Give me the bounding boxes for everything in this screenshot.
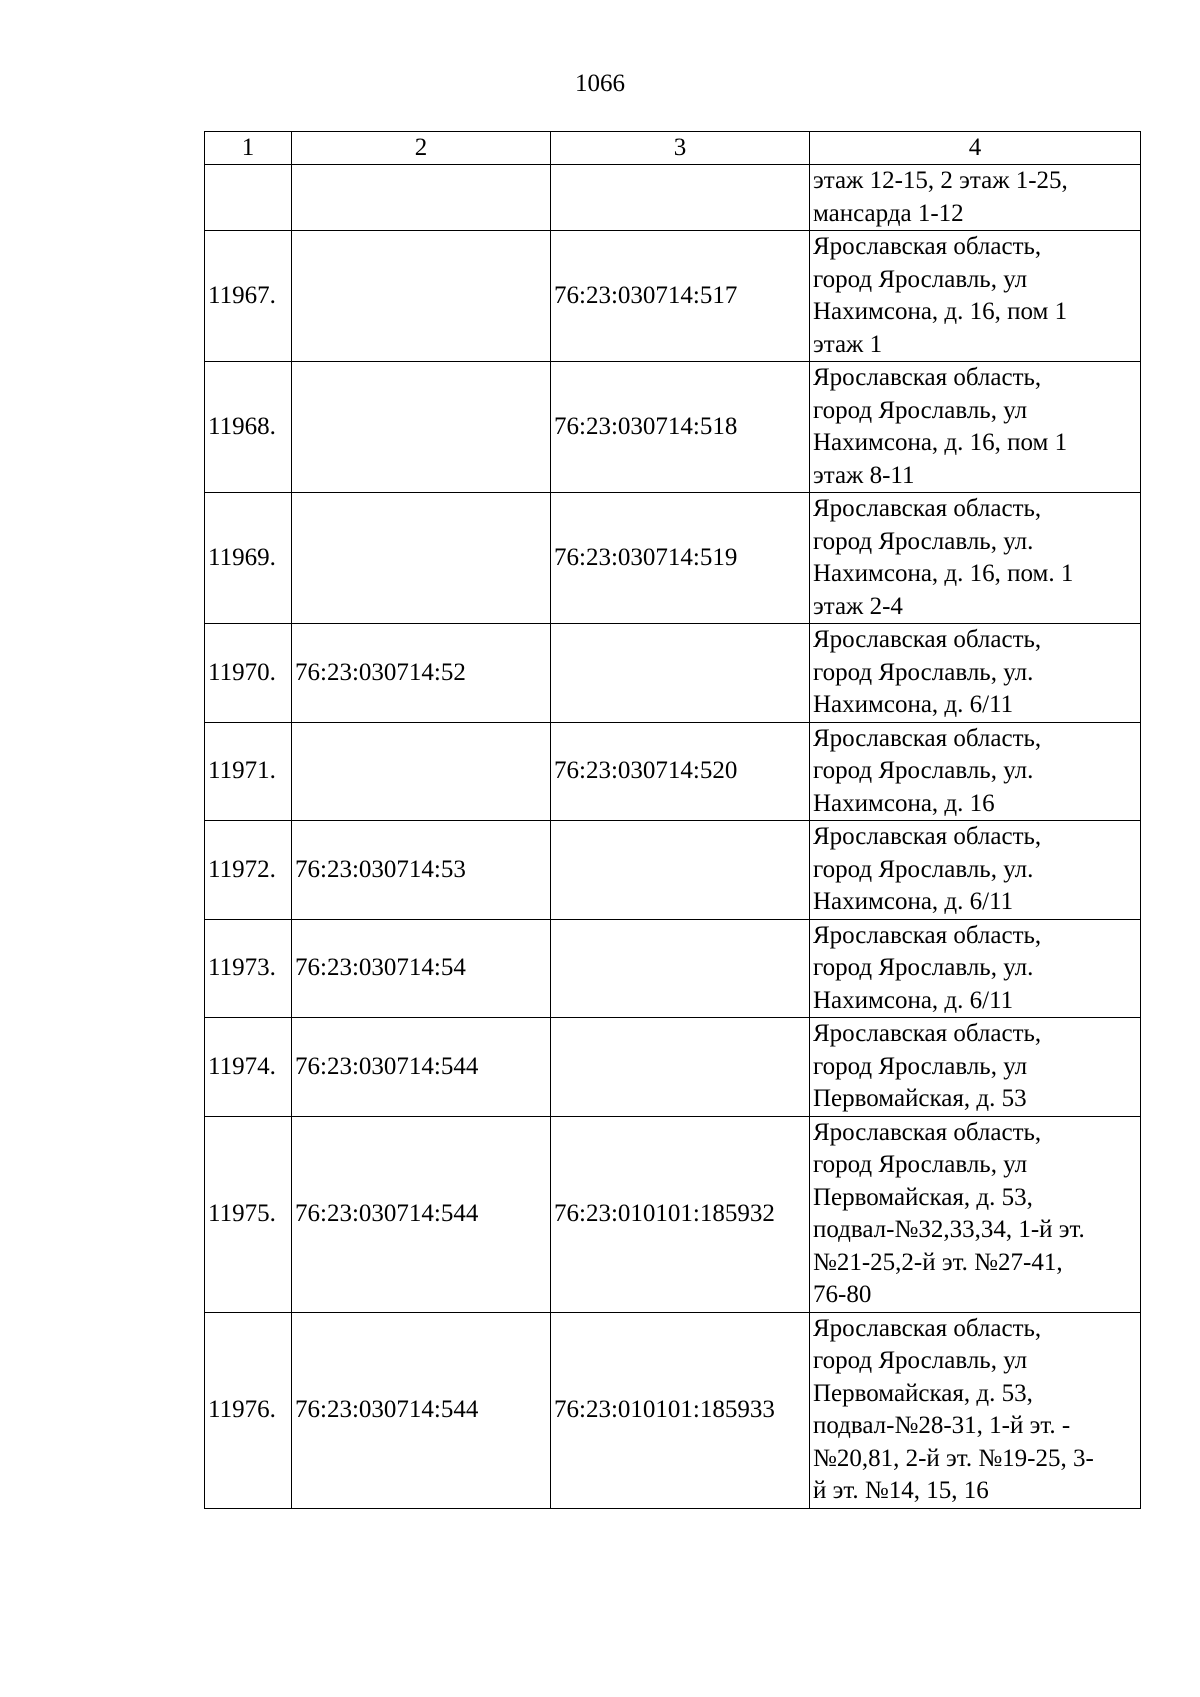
- cadastral-number: 76:23:010101:185933: [551, 1312, 810, 1508]
- cadastral-number-parent: [292, 231, 551, 362]
- address-cell: [810, 362, 1141, 493]
- header-row: [205, 132, 1141, 165]
- table-row: [205, 1018, 1141, 1117]
- address-line: город Ярославль, ул.: [813, 658, 1034, 686]
- address-line: город Ярославль, ул: [813, 1151, 1028, 1178]
- column-header: 1: [205, 132, 292, 165]
- address-line: Нахимсона, д. 16, пом 1: [813, 429, 1068, 456]
- address-line: Ярославская область,: [813, 626, 1042, 653]
- address-cell: [810, 722, 1141, 821]
- row-number: 11970.: [205, 624, 292, 723]
- row-number: 11973.: [205, 919, 292, 1018]
- address-line: город Ярославль, ул.: [813, 757, 1034, 784]
- address-line: Нахимсона, д. 6/11: [813, 888, 1014, 915]
- table-row: [205, 722, 1141, 821]
- address-line: Ярославская область,: [813, 364, 1042, 391]
- address-line: этаж 8-11: [813, 461, 915, 489]
- cadastral-number-parent: [292, 362, 551, 493]
- column-header: 2: [292, 132, 551, 165]
- cadastral-number-parent: 76:23:030714:54: [292, 919, 551, 1018]
- row-number: 11972.: [205, 821, 292, 920]
- address-cell: [810, 231, 1141, 362]
- address-line: Ярославская область,: [813, 1118, 1042, 1146]
- row-number: 11976.: [205, 1312, 292, 1508]
- cadastral-number-parent: 76:23:030714:52: [292, 624, 551, 723]
- address-line: подвал-№28-31, 1-й эт. -: [813, 1412, 1071, 1439]
- address-line: подвал-№32,33,34, 1-й эт.: [813, 1216, 1085, 1243]
- cadastral-number-parent: [292, 165, 551, 231]
- address-cell: [810, 1018, 1141, 1117]
- address-cell: [810, 165, 1141, 231]
- table-row: [205, 821, 1141, 920]
- cadastral-number: [551, 165, 810, 231]
- cadastral-number: [551, 821, 810, 920]
- address-line: город Ярославль, ул.: [813, 954, 1034, 981]
- table-row: [205, 624, 1141, 723]
- address-line: город Ярославль, ул: [813, 396, 1028, 424]
- address-line: этаж 1: [813, 330, 883, 358]
- cadastral-number-parent: 76:23:030714:544: [292, 1018, 551, 1117]
- row-number: 11969.: [205, 493, 292, 624]
- row-number: 11968.: [205, 362, 292, 493]
- address-line: №20,81, 2-й эт. №19-25, 3-: [813, 1444, 1094, 1472]
- address-line: Первомайская, д. 53: [813, 1085, 1027, 1112]
- cadastral-number: [551, 624, 810, 723]
- table-row: [205, 231, 1141, 362]
- table-row: [205, 1312, 1141, 1508]
- address-line: город Ярославль, ул.: [813, 527, 1034, 555]
- address-cell: [810, 1312, 1141, 1508]
- address-cell: [810, 821, 1141, 920]
- cadastral-number-parent: [292, 722, 551, 821]
- cadastral-number: [551, 919, 810, 1018]
- row-number: 11967.: [205, 231, 292, 362]
- address-line: Ярославская область,: [813, 233, 1042, 260]
- address-line: Ярославская область,: [813, 823, 1042, 850]
- address-line: город Ярославль, ул: [813, 1347, 1028, 1374]
- table-row: [205, 362, 1141, 493]
- address-cell: [810, 1116, 1141, 1312]
- address-line: №21-25,2-й эт. №27-41,: [813, 1248, 1063, 1276]
- address-line: й эт. №14, 15, 16: [813, 1477, 989, 1504]
- address-line: город Ярославль, ул: [813, 265, 1028, 293]
- cadastral-number: 76:23:010101:185932: [551, 1116, 810, 1312]
- address-cell: [810, 919, 1141, 1018]
- row-number: 11974.: [205, 1018, 292, 1117]
- address-cell: [810, 624, 1141, 723]
- table-row: [205, 493, 1141, 624]
- address-cell: [810, 493, 1141, 624]
- table-row: [205, 1116, 1141, 1312]
- address-line: Ярославская область,: [813, 724, 1042, 752]
- page-number: 1066: [575, 70, 625, 97]
- table-row: [205, 919, 1141, 1018]
- cadastral-number-parent: 76:23:030714:544: [292, 1312, 551, 1508]
- cadastral-number: 76:23:030714:517: [551, 231, 810, 362]
- cadastral-number-parent: 76:23:030714:53: [292, 821, 551, 920]
- cadastral-number: 76:23:030714:518: [551, 362, 810, 493]
- row-number: [205, 165, 292, 231]
- address-line: Ярославская область,: [813, 495, 1042, 522]
- address-line: город Ярославль, ул.: [813, 855, 1034, 883]
- column-header: 3: [551, 132, 810, 165]
- address-line: Нахимсона, д. 6/11: [813, 986, 1014, 1014]
- cadastral-number: 76:23:030714:520: [551, 722, 810, 821]
- address-line: этаж 2-4: [813, 592, 903, 620]
- table-row: [205, 165, 1141, 231]
- register-table: [204, 131, 1141, 1509]
- address-line: Первомайская, д. 53,: [813, 1183, 1033, 1211]
- address-line: 76-80: [813, 1281, 872, 1308]
- cadastral-number-parent: 76:23:030714:544: [292, 1116, 551, 1312]
- address-line: Нахимсона, д. 16, пом 1: [813, 298, 1068, 325]
- address-line: Ярославская область,: [813, 1020, 1042, 1047]
- address-line: Ярославская область,: [813, 1314, 1042, 1342]
- address-line: Первомайская, д. 53,: [813, 1379, 1033, 1407]
- row-number: 11971.: [205, 722, 292, 821]
- address-line: этаж 12-15, 2 этаж 1-25,: [813, 167, 1068, 194]
- cadastral-number-parent: [292, 493, 551, 624]
- address-line: город Ярославль, ул: [813, 1052, 1028, 1080]
- address-line: мансарда 1-12: [813, 199, 964, 227]
- address-line: Ярославская область,: [813, 921, 1042, 949]
- cadastral-number: 76:23:030714:519: [551, 493, 810, 624]
- column-header: 4: [810, 132, 1141, 165]
- row-number: 11975.: [205, 1116, 292, 1312]
- address-line: Нахимсона, д. 16, пом. 1: [813, 560, 1074, 587]
- address-line: Нахимсона, д. 6/11: [813, 691, 1014, 718]
- cadastral-number: [551, 1018, 810, 1117]
- address-line: Нахимсона, д. 16: [813, 789, 995, 817]
